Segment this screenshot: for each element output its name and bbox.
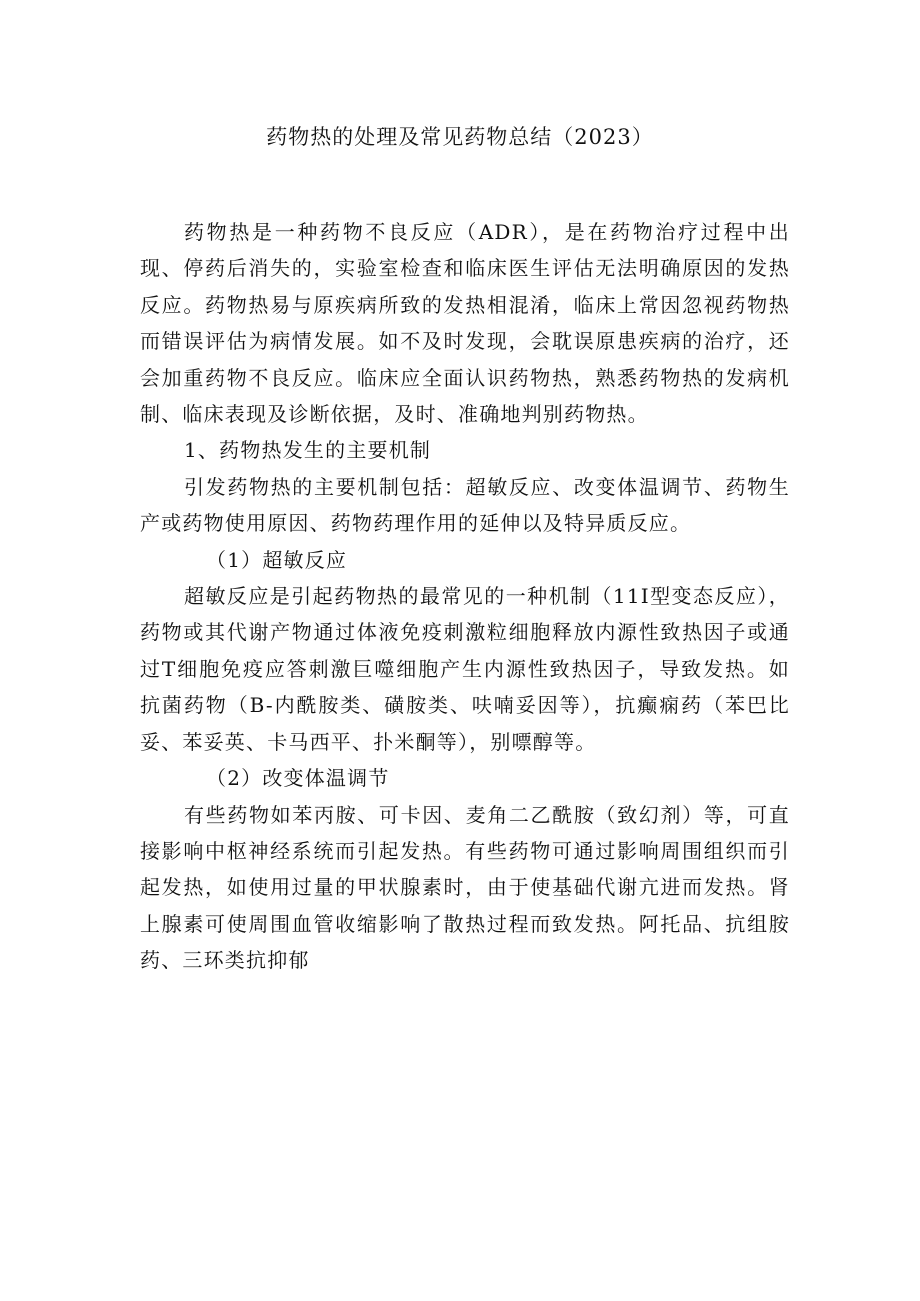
subheading-hypersensitivity: （1）超敏反应 bbox=[206, 547, 348, 572]
thermoregulation-paragraph: 有些药物如苯丙胺、可卡因、麦角二乙酰胺（致幻剂）等，可直接影响中枢神经系统而引起发热。有些药物可通过影响周围组织而引起发热，如使用过量的甲状腺素时，由于使基础代谢亢进而发热。肾上腺素可使周围血管收缩影响了散热过程而致发热。阿托品、抗组胺药、三环类抗抑郁 bbox=[140, 802, 790, 973]
document-title: 药物热的处理及常见药物总结（2023） bbox=[266, 125, 654, 149]
mechanisms-paragraph: 引发药物热的主要机制包括：超敏反应、改变体温调节、药物生产或药物使用原因、药物药理作用的延伸以及特异质反应。 bbox=[140, 474, 790, 536]
hypersensitivity-paragraph: 超敏反应是引起药物热的最常见的一种机制（11I型变态反应），药物或其代谢产物通过体液免疫刺激粒细胞释放内源性致热因子或通过T细胞免疫应答刺激巨噬细胞产生内源性致热因子，导致发热。如抗菌药物（B-内酰胺类、磺胺类、呋喃妥因等），抗癫痫药（苯巴比妥、苯妥英、卡马西平、扑米酮等），别嘌醇等。 bbox=[140, 584, 790, 754]
section-heading-mechanisms: 1、药物热发生的主要机制 bbox=[184, 438, 432, 463]
subheading-thermoregulation: （2）改变体温调节 bbox=[206, 766, 390, 791]
document-body bbox=[140, 214, 790, 979]
intro-paragraph: 药物热是一种药物不良反应（ADR），是在药物治疗过程中出现、停药后消失的，实验室检查和临床医生评估无法明确原因的发热反应。药物热易与原疾病所致的发热相混淆，临床上常因忽视药物热而错误评估为病情发展。如不及时发现，会耽误原患疾病的治疗，还会加重药物不良反应。临床应全面认识药物热，熟悉药物热的发病机制、临床表现及诊断依据，及时、准确地判别药物热。 bbox=[140, 220, 790, 427]
